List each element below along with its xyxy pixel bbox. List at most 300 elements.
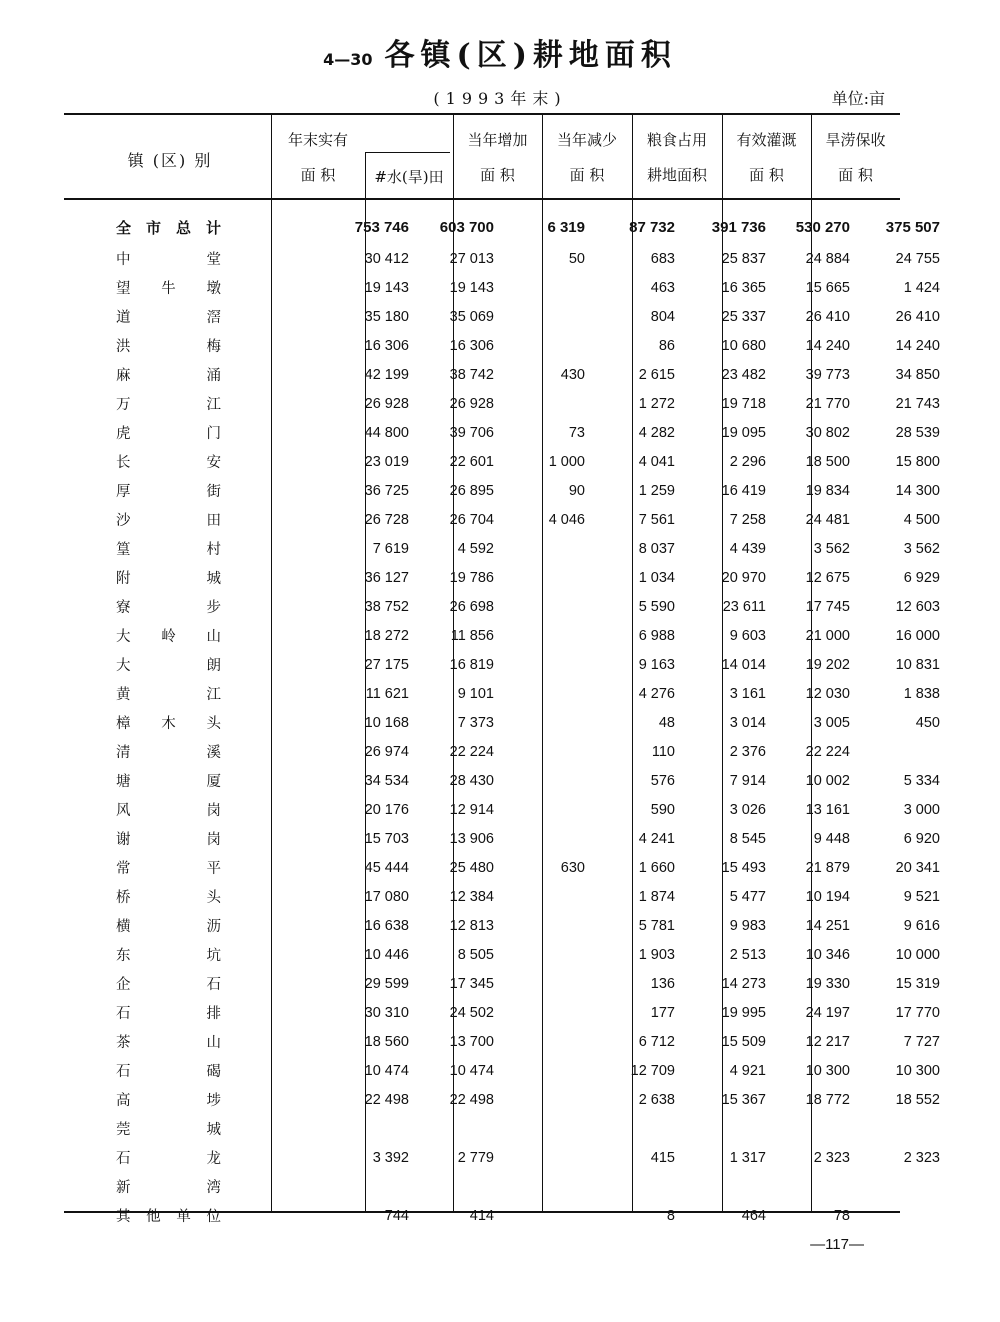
cell-col3	[506, 737, 597, 766]
cell-col2: 25 480	[449, 859, 494, 876]
cell-col4: 9 163	[638, 656, 675, 673]
cell-col1: 18 560	[364, 1033, 409, 1050]
cell-col3	[506, 679, 597, 708]
cell-col7: 1 424	[903, 279, 940, 296]
cell-col2: 28 430	[449, 772, 494, 789]
cell-col1: 15 703	[364, 830, 409, 847]
cell-col7: 24 755	[895, 250, 940, 267]
table-row	[64, 476, 948, 505]
col6-header-top: 有效灌溉	[736, 131, 797, 149]
col2-header: #水(旱)田	[374, 168, 444, 186]
region-name	[64, 447, 323, 476]
cell-col1	[323, 1114, 417, 1143]
cell-col6: 2 323	[813, 1149, 850, 1166]
cell-col2: 12 384	[449, 888, 494, 905]
region-name-char: 涌	[206, 368, 221, 384]
cell-col1: 27 175	[364, 656, 409, 673]
col5-header-bottom: 耕地面积	[646, 166, 707, 184]
cell-col2: 26 895	[449, 482, 494, 499]
cell-col1: 42 199	[364, 366, 409, 383]
cell-col6: 12 030	[805, 685, 850, 702]
cell-col2: 414	[469, 1207, 494, 1224]
cell-col6: 18 500	[805, 453, 850, 470]
cell-col6: 10 300	[805, 1062, 850, 1079]
region-name-char: 洪	[116, 339, 131, 355]
region-name-char: 石	[116, 1006, 131, 1022]
region-name	[64, 940, 323, 969]
region-name-char: 东	[116, 948, 131, 964]
cell-col4: 177	[650, 1004, 675, 1021]
table-row	[64, 1056, 948, 1085]
cell-col6: 14 240	[805, 337, 850, 354]
cell-col6: 3 562	[813, 540, 850, 557]
region-name-char: 门	[206, 426, 221, 442]
cell-col1: 30 412	[364, 250, 409, 267]
cell-col3	[506, 708, 597, 737]
region-name	[64, 360, 323, 389]
region-name	[64, 418, 323, 447]
region-name	[64, 273, 323, 302]
cell-col7: 14 240	[895, 337, 940, 354]
region-name-char: 岗	[206, 803, 221, 819]
region-name-char: 常	[116, 861, 131, 877]
cell-col2: 26 698	[449, 598, 494, 615]
cell-col7: 6 929	[903, 569, 940, 586]
cell-col1: 7 619	[372, 540, 409, 557]
cell-col5: 19 095	[721, 424, 766, 441]
cell-col6: 21 770	[805, 395, 850, 412]
cell-col2	[417, 1114, 506, 1143]
cell-col1: 744	[384, 1207, 409, 1224]
cell-col6: 13 161	[805, 801, 850, 818]
region-name-char: 岗	[206, 832, 221, 848]
region-name-char: 篁	[116, 542, 131, 558]
cell-col7: 20 341	[895, 859, 940, 876]
region-name	[64, 389, 323, 418]
cell-col2: 19 786	[449, 569, 494, 586]
cell-col5: 15 493	[721, 859, 766, 876]
region-name	[64, 1056, 323, 1085]
cell-col5: 25 337	[721, 308, 766, 325]
cell-col7: 10 000	[895, 946, 940, 963]
cell-col4: 8 037	[638, 540, 675, 557]
cell-col4: 136	[650, 975, 675, 992]
cell-col1	[323, 1172, 417, 1201]
cell-col4: 1 660	[638, 859, 675, 876]
cell-col4: 463	[650, 279, 675, 296]
cell-col4: 683	[650, 250, 675, 267]
cell-col1: 26 928	[364, 395, 409, 412]
cell-col4: 4 282	[638, 424, 675, 441]
cell-col7: 4 500	[903, 511, 940, 528]
cell-col4: 590	[650, 801, 675, 818]
total-row	[64, 210, 948, 244]
cell-col7: 3 000	[903, 801, 940, 818]
table-row	[64, 1172, 948, 1201]
cell-col6: 19 330	[805, 975, 850, 992]
cell-col3	[506, 795, 597, 824]
cell-col6: 10 002	[805, 772, 850, 789]
cell-col1: 20 176	[364, 801, 409, 818]
region-name	[64, 853, 323, 882]
region-name	[64, 592, 323, 621]
cell-col4: 87 732	[629, 218, 675, 236]
cell-col4: 6 712	[638, 1033, 675, 1050]
cell-col5: 15 509	[721, 1033, 766, 1050]
region-name-char: 大	[116, 629, 131, 645]
cell-col3: 50	[568, 250, 585, 267]
top-rule	[64, 113, 900, 115]
cell-col5: 2 513	[729, 946, 766, 963]
region-name	[64, 1085, 323, 1114]
cell-col1: 26 974	[364, 743, 409, 760]
region-name-char: 企	[116, 977, 131, 993]
cell-col2: 19 143	[449, 279, 494, 296]
cell-col1: 10 168	[364, 714, 409, 731]
region-name-char: 厦	[206, 774, 221, 790]
region-name-char: 计	[205, 218, 221, 237]
cell-col4: 1 903	[638, 946, 675, 963]
region-name-char: 万	[116, 397, 131, 413]
cell-col2: 17 345	[449, 975, 494, 992]
cell-col1: 44 800	[364, 424, 409, 441]
cell-col7: 450	[915, 714, 940, 731]
cell-col3	[506, 1056, 597, 1085]
cell-col7: 375 507	[885, 218, 940, 236]
cell-col2: 38 742	[449, 366, 494, 383]
cell-col7: 17 770	[895, 1004, 940, 1021]
cell-col2: 8 505	[457, 946, 494, 963]
cell-col3	[506, 911, 597, 940]
region-name-char: 排	[206, 1006, 221, 1022]
table-row	[64, 331, 948, 360]
cell-col6: 12 217	[805, 1033, 850, 1050]
table-row	[64, 1201, 948, 1230]
cell-col6: 22 224	[805, 743, 850, 760]
cell-col1: 3 392	[372, 1149, 409, 1166]
cell-col2: 24 502	[449, 1004, 494, 1021]
cell-col1: 23 019	[364, 453, 409, 470]
region-name-char: 桥	[116, 890, 131, 906]
cell-col7: 2 323	[903, 1149, 940, 1166]
cell-col6	[774, 1172, 862, 1201]
cell-col5: 23 611	[722, 598, 766, 615]
cell-col1: 34 534	[364, 772, 409, 789]
cell-col5: 10 680	[721, 337, 766, 354]
cell-col6: 30 802	[805, 424, 850, 441]
cell-col7: 21 743	[895, 395, 940, 412]
col7-header-top: 旱涝保收	[825, 131, 886, 149]
table-title-text: 各镇(区)耕地面积	[384, 38, 677, 73]
region-name	[64, 331, 323, 360]
region-name	[64, 476, 323, 505]
cell-col6: 24 197	[805, 1004, 850, 1021]
region-name	[64, 563, 323, 592]
cell-col2: 9 101	[457, 685, 494, 702]
region-name-char: 木	[161, 716, 176, 732]
cell-col5: 3 161	[729, 685, 766, 702]
region-name-char: 墩	[206, 281, 221, 297]
table-row	[64, 1114, 948, 1143]
cell-col6: 10 194	[805, 888, 850, 905]
cell-col6: 530 270	[795, 218, 850, 236]
cell-col4: 576	[650, 772, 675, 789]
table-row	[64, 998, 948, 1027]
region-name	[64, 1143, 323, 1172]
region-name-char: 谢	[116, 832, 131, 848]
cell-col5: 20 970	[721, 569, 766, 586]
col1-header-top: 年末实有	[287, 131, 348, 149]
cell-col7: 6 920	[903, 830, 940, 847]
header-rule	[64, 198, 900, 200]
region-name-char: 其	[116, 1209, 131, 1225]
cell-col3	[506, 969, 597, 998]
table-row	[64, 534, 948, 563]
cell-col4: 2 638	[638, 1091, 675, 1108]
region-name-char: 头	[206, 716, 221, 732]
region-name-char: 石	[116, 1151, 131, 1167]
table-row	[64, 824, 948, 853]
cell-col7: 14 300	[895, 482, 940, 499]
cell-col5: 16 365	[721, 279, 766, 296]
subheader-rule	[365, 152, 450, 153]
cell-col5: 3 026	[729, 801, 766, 818]
region-name-char: 江	[206, 397, 221, 413]
table-row	[64, 418, 948, 447]
cell-col1: 29 599	[364, 975, 409, 992]
region-name-char: 道	[116, 310, 131, 326]
cell-col2: 2 779	[457, 1149, 494, 1166]
cell-col2: 12 914	[449, 801, 494, 818]
cell-col7: 1 838	[903, 685, 940, 702]
table-subtitle: (1993年末)	[433, 89, 567, 108]
cell-col1: 18 272	[364, 627, 409, 644]
cell-col5: 4 921	[729, 1062, 766, 1079]
cell-col1: 10 474	[364, 1062, 409, 1079]
cell-col7: 28 539	[895, 424, 940, 441]
cell-col7: 9 616	[903, 917, 940, 934]
cell-col7: 26 410	[895, 308, 940, 325]
region-name-char: 溪	[206, 745, 221, 761]
cell-col3	[506, 1143, 597, 1172]
cell-col6: 78	[833, 1207, 850, 1224]
table-row	[64, 244, 948, 273]
region-name-char: 头	[206, 890, 221, 906]
table-row	[64, 795, 948, 824]
cell-col2: 22 498	[449, 1091, 494, 1108]
cell-col7: 3 562	[903, 540, 940, 557]
region-name-char: 望	[116, 281, 131, 297]
cell-col3: 6 319	[547, 218, 585, 236]
cell-col3	[506, 331, 597, 360]
page-number: —117—	[810, 1236, 864, 1253]
region-name	[64, 1114, 323, 1143]
region-name-char: 新	[116, 1180, 131, 1196]
cell-col5: 464	[741, 1207, 766, 1224]
cell-col5: 19 995	[721, 1004, 766, 1021]
cell-col7: 34 850	[895, 366, 940, 383]
cell-col5: 19 718	[721, 395, 766, 412]
region-name-char: 大	[116, 658, 131, 674]
region-name-char: 岭	[161, 629, 176, 645]
cell-col4: 8	[666, 1207, 675, 1224]
cell-col2: 26 704	[449, 511, 494, 528]
region-name-char: 朗	[206, 658, 221, 674]
cell-col4: 4 276	[638, 685, 675, 702]
cell-col5	[687, 1114, 774, 1143]
table-row	[64, 505, 948, 534]
table-row	[64, 1143, 948, 1172]
cell-col6: 14 251	[805, 917, 850, 934]
cell-col2: 26 928	[449, 395, 494, 412]
region-name	[64, 998, 323, 1027]
cell-col1: 30 310	[364, 1004, 409, 1021]
table-row	[64, 650, 948, 679]
cell-col6: 18 772	[805, 1091, 850, 1108]
cell-col6: 21 879	[805, 859, 850, 876]
cell-col6: 12 675	[805, 569, 850, 586]
cell-col7: 15 800	[895, 453, 940, 470]
cell-col1: 16 306	[364, 337, 409, 354]
region-name-char: 堂	[206, 252, 221, 268]
cell-col2: 12 813	[449, 917, 494, 934]
cell-col1: 26 728	[364, 511, 409, 528]
cell-col1: 11 621	[365, 685, 409, 702]
region-name-char: 步	[206, 600, 221, 616]
region-name	[64, 708, 323, 737]
cell-col2: 22 224	[449, 743, 494, 760]
region-name	[64, 766, 323, 795]
cell-col6: 15 665	[805, 279, 850, 296]
cell-col5: 4 439	[729, 540, 766, 557]
cell-col7	[862, 1172, 948, 1201]
unit-label: 单位:亩	[831, 89, 885, 108]
region-name-char: 位	[206, 1209, 221, 1225]
region-name-char: 坑	[206, 948, 221, 964]
cell-col5: 14 273	[721, 975, 766, 992]
cell-col7: 5 334	[903, 772, 940, 789]
region-name	[64, 210, 323, 244]
data-table	[64, 210, 948, 1230]
cell-col6: 10 346	[805, 946, 850, 963]
region-name	[64, 795, 323, 824]
cell-col1: 36 127	[364, 569, 409, 586]
region-name	[64, 302, 323, 331]
cell-col7: 16 000	[895, 627, 940, 644]
region-name-char: 麻	[116, 368, 131, 384]
cell-col5: 391 736	[711, 218, 766, 236]
cell-col5: 9 603	[729, 627, 766, 644]
cell-col5: 7 258	[729, 511, 766, 528]
col3-header-top: 当年增加	[467, 131, 528, 149]
table-row	[64, 389, 948, 418]
cell-col2: 603 700	[439, 218, 494, 236]
cell-col3	[506, 998, 597, 1027]
cell-col2: 13 700	[449, 1033, 494, 1050]
cell-col3: 73	[568, 424, 585, 441]
region-name	[64, 534, 323, 563]
cell-col2: 16 819	[449, 656, 494, 673]
cell-col7: 18 552	[895, 1091, 940, 1108]
cell-col1: 19 143	[364, 279, 409, 296]
cell-col2: 13 906	[449, 830, 494, 847]
region-name	[64, 244, 323, 273]
cell-col5: 2 296	[729, 453, 766, 470]
region-name-char: 城	[206, 1122, 221, 1138]
region-name	[64, 737, 323, 766]
cell-col2: 4 592	[457, 540, 494, 557]
cell-col4: 7 561	[638, 511, 675, 528]
cell-col2: 35 069	[449, 308, 494, 325]
table-row	[64, 679, 948, 708]
region-name-char: 山	[206, 1035, 221, 1051]
cell-col4: 804	[650, 308, 675, 325]
cell-col7: 12 603	[895, 598, 940, 615]
cell-col6: 26 410	[805, 308, 850, 325]
cell-col5: 23 482	[721, 366, 766, 383]
cell-col4: 48	[658, 714, 675, 731]
table-row	[64, 853, 948, 882]
table-row	[64, 737, 948, 766]
region-name	[64, 505, 323, 534]
cell-col3	[506, 824, 597, 853]
cell-col3	[506, 273, 597, 302]
col4-header-top: 当年减少	[556, 131, 617, 149]
cell-col4	[597, 1172, 687, 1201]
region-name-char: 清	[116, 745, 131, 761]
cell-col5: 8 545	[729, 830, 766, 847]
region-name-char: 湾	[206, 1180, 221, 1196]
region-name-char: 沥	[206, 919, 221, 935]
cell-col3	[506, 1114, 597, 1143]
cell-col3	[506, 592, 597, 621]
table-row	[64, 969, 948, 998]
region-name-char: 安	[206, 455, 221, 471]
cell-col5: 3 014	[729, 714, 766, 731]
region-name	[64, 1027, 323, 1056]
region-name-char: 牛	[161, 281, 176, 297]
region-name-char: 石	[206, 977, 221, 993]
region-name-char: 中	[116, 252, 131, 268]
cell-col3: 630	[560, 859, 585, 876]
cell-col4: 5 590	[638, 598, 675, 615]
cell-col3: 1 000	[548, 453, 585, 470]
cell-col6: 9 448	[813, 830, 850, 847]
stub-header: 镇 (区) 别	[127, 151, 213, 170]
cell-col5: 9 983	[729, 917, 766, 934]
region-name-char: 高	[116, 1093, 131, 1109]
table-title	[0, 30, 1000, 74]
cell-col7	[862, 737, 948, 766]
region-name-char: 厚	[116, 484, 131, 500]
table-row	[64, 360, 948, 389]
cell-col3	[506, 389, 597, 418]
cell-col1: 36 725	[364, 482, 409, 499]
cell-col3	[506, 940, 597, 969]
cell-col2: 39 706	[449, 424, 494, 441]
cell-col1: 753 746	[354, 218, 409, 236]
cell-col5: 5 477	[729, 888, 766, 905]
region-name-char: 寮	[116, 600, 131, 616]
cell-col3: 430	[560, 366, 585, 383]
region-name-char: 碣	[206, 1064, 221, 1080]
cell-col2: 10 474	[449, 1062, 494, 1079]
col6-header-bottom: 面 积	[749, 166, 784, 184]
col4-header-bottom: 面 积	[569, 166, 605, 184]
cell-col4: 2 615	[638, 366, 675, 383]
region-name-char: 横	[116, 919, 131, 935]
col7-header-bottom: 面 积	[838, 166, 873, 184]
